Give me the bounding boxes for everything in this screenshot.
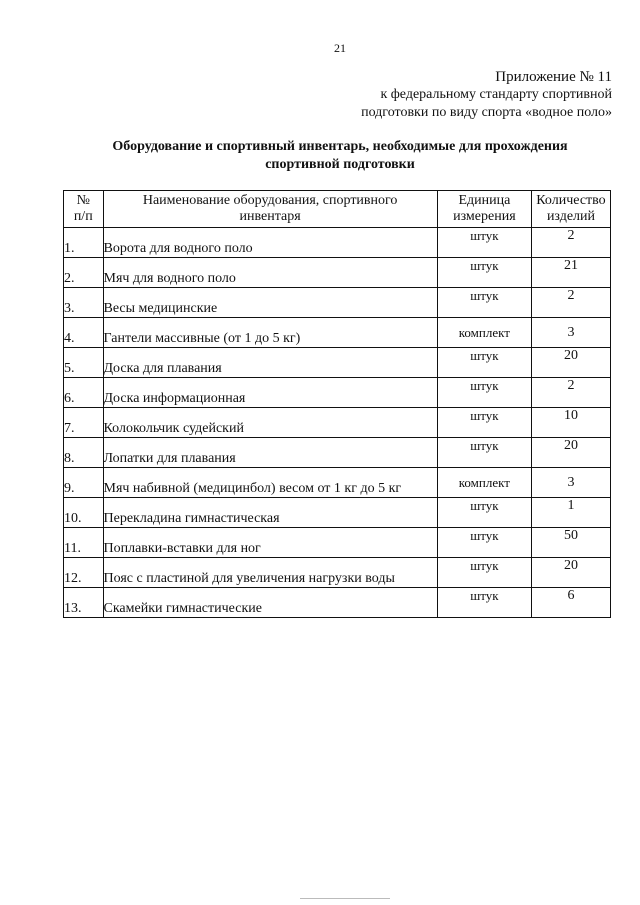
row-number: 3. — [64, 288, 104, 318]
header-quantity — [531, 191, 610, 228]
header-unit — [437, 191, 531, 228]
row-unit: комплект — [437, 318, 531, 348]
row-name: Ворота для водного поло — [103, 228, 437, 258]
row-unit: штук — [437, 228, 531, 258]
table-row — [64, 378, 611, 408]
row-unit: штук — [437, 588, 531, 618]
appendix-header — [361, 68, 612, 122]
header-quantity-line-2: изделий — [546, 209, 596, 224]
header-unit-line-1: Единица — [458, 193, 511, 208]
row-quantity: 6 — [531, 588, 610, 618]
row-name: Поплавки-вставки для ног — [103, 528, 437, 558]
row-name: Доска информационная — [103, 378, 437, 408]
table-header-row — [64, 191, 611, 228]
row-unit: штук — [437, 288, 531, 318]
header-name-line-2: инвентаря — [239, 209, 301, 224]
row-quantity: 3 — [531, 468, 610, 498]
row-name: Гантели массивные (от 1 до 5 кг) — [103, 318, 437, 348]
row-unit: штук — [437, 258, 531, 288]
row-number: 2. — [64, 258, 104, 288]
row-name: Скамейки гимнастические — [103, 588, 437, 618]
row-name: Колокольчик судейский — [103, 408, 437, 438]
table-row — [64, 228, 611, 258]
table-row — [64, 558, 611, 588]
header-quantity-line-1: Количество — [536, 193, 606, 208]
row-quantity: 20 — [531, 558, 610, 588]
row-number: 12. — [64, 558, 104, 588]
row-number: 13. — [64, 588, 104, 618]
header-name-line-1: Наименование оборудования, спортивного — [142, 193, 398, 208]
row-unit: штук — [437, 498, 531, 528]
table-row — [64, 258, 611, 288]
table-row — [64, 348, 611, 378]
row-unit: штук — [437, 378, 531, 408]
scan-edge-line — [300, 898, 390, 899]
appendix-line-2: к федеральному стандарту спортивной — [380, 87, 612, 102]
table-row — [64, 498, 611, 528]
row-number: 8. — [64, 438, 104, 468]
header-number-line-1: № — [76, 193, 90, 208]
row-unit: штук — [437, 528, 531, 558]
row-name: Весы медицинские — [103, 288, 437, 318]
header-number — [64, 191, 104, 228]
row-unit: штук — [437, 438, 531, 468]
row-number: 9. — [64, 468, 104, 498]
row-quantity: 21 — [531, 258, 610, 288]
row-number: 5. — [64, 348, 104, 378]
row-name: Мяч набивной (медицинбол) весом от 1 кг до 5 кг — [103, 468, 437, 498]
table-row — [64, 288, 611, 318]
table-row — [64, 318, 611, 348]
table-row — [64, 588, 611, 618]
appendix-title: Приложение № 11 — [495, 69, 612, 85]
row-quantity: 2 — [531, 288, 610, 318]
row-number: 7. — [64, 408, 104, 438]
row-quantity: 10 — [531, 408, 610, 438]
row-quantity: 1 — [531, 498, 610, 528]
row-quantity: 20 — [531, 348, 610, 378]
table-row — [64, 468, 611, 498]
row-name: Лопатки для плавания — [103, 438, 437, 468]
row-quantity: 2 — [531, 228, 610, 258]
page-number: 21 — [334, 41, 346, 55]
row-name: Пояс с пластиной для увеличения нагрузки воды — [103, 558, 437, 588]
header-name — [103, 191, 437, 228]
row-unit: штук — [437, 348, 531, 378]
row-number: 11. — [64, 528, 104, 558]
document-title-line-2: спортивной подготовки — [265, 157, 415, 172]
row-number: 1. — [64, 228, 104, 258]
row-name: Доска для плавания — [103, 348, 437, 378]
table-row — [64, 408, 611, 438]
document-title — [60, 138, 620, 174]
header-unit-line-2: измерения — [453, 209, 516, 224]
row-name: Мяч для водного поло — [103, 258, 437, 288]
row-number: 10. — [64, 498, 104, 528]
row-unit: штук — [437, 558, 531, 588]
row-number: 6. — [64, 378, 104, 408]
appendix-line-3: подготовки по виду спорта «водное поло» — [361, 105, 612, 120]
header-number-line-2: п/п — [73, 209, 93, 224]
row-quantity: 3 — [531, 318, 610, 348]
document-title-line-1: Оборудование и спортивный инвентарь, необходимые для прохождения — [112, 139, 568, 154]
table-row — [64, 528, 611, 558]
row-unit: комплект — [437, 468, 531, 498]
row-number: 4. — [64, 318, 104, 348]
row-unit: штук — [437, 408, 531, 438]
row-quantity: 50 — [531, 528, 610, 558]
table-row — [64, 438, 611, 468]
row-name: Перекладина гимнастическая — [103, 498, 437, 528]
row-quantity: 20 — [531, 438, 610, 468]
equipment-table — [63, 190, 611, 618]
row-quantity: 2 — [531, 378, 610, 408]
